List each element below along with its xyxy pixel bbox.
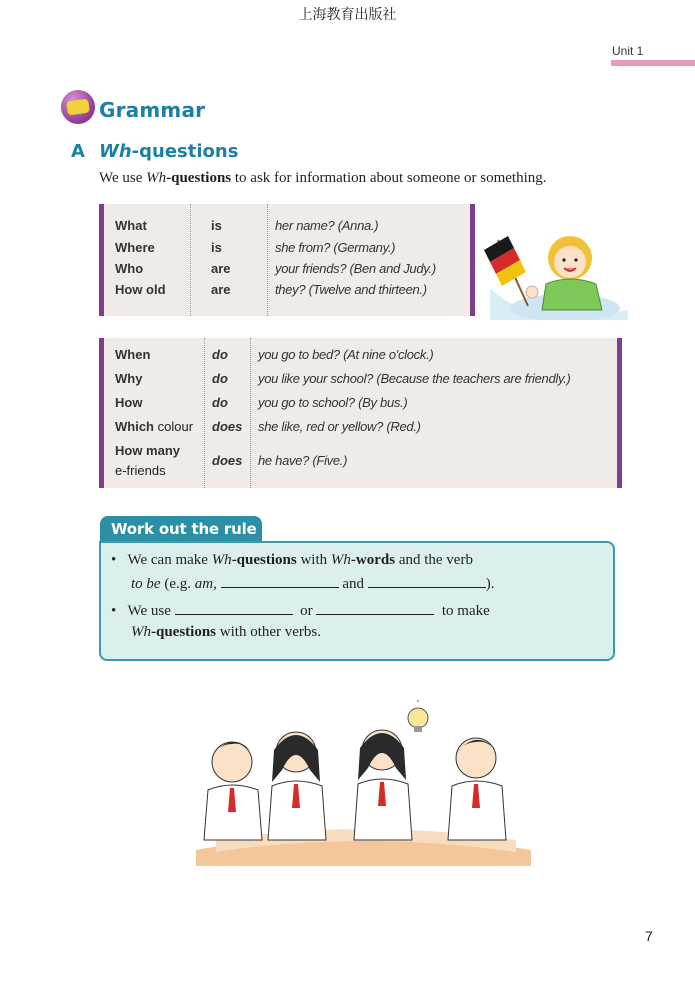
section-title: Wh-questions [99, 141, 239, 162]
table-cell-rest: she like, red or yellow? (Red.) [258, 419, 421, 434]
table-cell-wh: Which colour [115, 419, 194, 434]
table-cell-verb: is [211, 240, 222, 255]
table-cell-verb: are [211, 282, 231, 297]
table-cell-verb: do [212, 371, 228, 386]
students-discussing-illustration [186, 700, 538, 866]
table-cell-rest: her name? (Anna.) [275, 218, 379, 233]
table-cell-wh-noun: e-friends [115, 463, 166, 478]
page-number: 7 [645, 928, 653, 944]
table-cell-rest: you go to school? (By bus.) [258, 395, 408, 410]
table-cell-verb: do [212, 395, 228, 410]
answer-blank[interactable] [368, 575, 486, 588]
rule-tab-label: Work out the rule [111, 520, 257, 538]
publisher-header: 上海教育出版社 [298, 7, 397, 23]
rule-bullet-2: • We use or to make [111, 603, 490, 619]
unit-label: Unit 1 [612, 44, 644, 58]
answer-blank[interactable] [221, 575, 339, 588]
do-questions-table [99, 338, 622, 488]
rule-bullet-1-cont: to be (e.g. am, and ). [131, 576, 495, 592]
table-cell-wh: How old [115, 282, 166, 297]
table-cell-wh: Why [115, 371, 143, 386]
table-cell-verb: does [212, 419, 243, 434]
table-cell-verb: do [212, 347, 228, 362]
grammar-icon [61, 90, 95, 124]
table-cell-wh: Who [115, 261, 144, 276]
rule-bullet-1: • We can make Wh-questions with Wh-words and the verb [111, 552, 473, 568]
answer-blank[interactable] [175, 602, 293, 615]
table-cell-verb: are [211, 261, 231, 276]
section-heading: Grammar [99, 98, 206, 122]
table-cell-rest: you like your school? (Because the teachers are friendly.) [258, 371, 571, 386]
table-cell-verb: does [212, 453, 243, 468]
table-cell-rest: your friends? (Ben and Judy.) [275, 261, 436, 276]
table-cell-rest: she from? (Germany.) [275, 240, 396, 255]
rule-bullet-2-cont: Wh-questions with other verbs. [131, 624, 322, 640]
unit-bar [611, 60, 695, 66]
table-cell-verb: is [211, 218, 222, 233]
table-cell-wh: Where [115, 240, 155, 255]
table-cell-wh: What [115, 218, 147, 233]
table-cell-rest: you go to bed? (At nine o'clock.) [258, 347, 434, 362]
table-cell-rest: he have? (Five.) [258, 453, 348, 468]
girl-with-flag-illustration [480, 218, 630, 320]
table-cell-wh: When [115, 347, 151, 362]
be-questions-table [99, 204, 475, 316]
section-letter: A [71, 141, 85, 162]
intro-text: We use Wh-questions to ask for information about someone or something. [99, 170, 547, 186]
table-cell-rest: they? (Twelve and thirteen.) [275, 282, 427, 297]
table-cell-wh: How [115, 395, 143, 410]
answer-blank[interactable] [316, 602, 434, 615]
table-cell-wh: How many [115, 443, 181, 458]
rule-tab [100, 516, 262, 542]
